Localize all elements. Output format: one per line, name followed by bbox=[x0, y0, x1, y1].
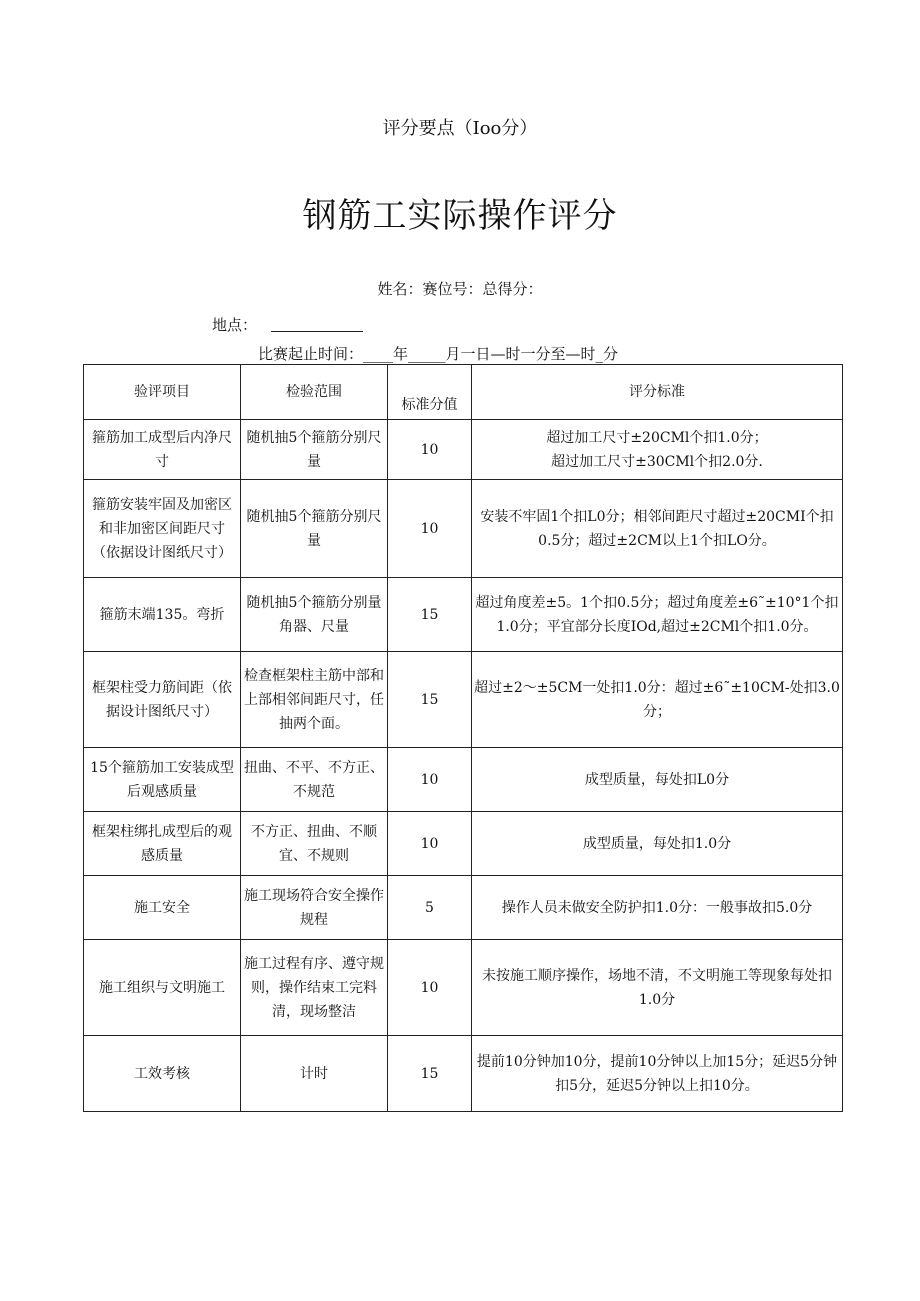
row-item: 工效考核 bbox=[84, 1036, 241, 1112]
row-scope: 随机抽5个箍筋分别尺量 bbox=[241, 480, 388, 578]
row-scope: 随机抽5个箍筋分别量角器、尺量 bbox=[241, 578, 388, 652]
table-row bbox=[84, 940, 843, 1036]
row-score: 5 bbox=[388, 876, 472, 940]
column-header-scope: 检验范围 bbox=[241, 365, 388, 420]
row-score: 10 bbox=[388, 420, 472, 480]
page-subtitle: 评分要点（Ioo分） bbox=[382, 118, 538, 139]
row-criteria: 提前10分钟加10分，提前10分钟以上加15分；延迟5分钟扣5分，延迟5分钟以上扣10分。 bbox=[472, 1036, 843, 1112]
row-item: 箍筋末端135。弯折 bbox=[84, 578, 241, 652]
row-criteria: 成型质量，每处扣1.0分 bbox=[472, 812, 843, 876]
table-row bbox=[84, 812, 843, 876]
row-item: 施工组织与文明施工 bbox=[84, 940, 241, 1036]
row-criteria: 超过角度差±5。1个扣0.5分；超过角度差±6˜±10°1个扣1.0分；平宜部分长度IOd,超过±2CMl个扣1.0分。 bbox=[472, 578, 843, 652]
row-scope: 不方正、扭曲、不顺宜、不规则 bbox=[241, 812, 388, 876]
row-score: 10 bbox=[388, 940, 472, 1036]
table-row bbox=[84, 876, 843, 940]
row-score: 10 bbox=[388, 748, 472, 812]
row-item: 箍筋安装牢固及加密区和非加密区间距尺寸（依据设计图纸尺寸） bbox=[84, 480, 241, 578]
row-criteria: 成型质量，每处扣L0分 bbox=[472, 748, 843, 812]
row-score: 15 bbox=[388, 578, 472, 652]
row-scope: 扭曲、不平、不方正、不规范 bbox=[241, 748, 388, 812]
row-score: 15 bbox=[388, 652, 472, 748]
table-row bbox=[84, 1036, 843, 1112]
table-row bbox=[84, 420, 843, 480]
table-row bbox=[84, 748, 843, 812]
column-header-score: 标准分值 bbox=[388, 365, 472, 420]
row-score: 10 bbox=[388, 480, 472, 578]
row-item: 15个箍筋加工安装成型后观感质量 bbox=[84, 748, 241, 812]
row-item: 施工安全 bbox=[84, 876, 241, 940]
row-item: 箍筋加工成型后内净尺寸 bbox=[84, 420, 241, 480]
table-row bbox=[84, 578, 843, 652]
row-score: 15 bbox=[388, 1036, 472, 1112]
row-criteria: 超过±2～±5CM一处扣1.0分：超过±6˜±10CM-处扣3.0分； bbox=[472, 652, 843, 748]
column-header-criteria: 评分标准 bbox=[472, 365, 843, 420]
row-scope: 施工现场符合安全操作规程 bbox=[241, 876, 388, 940]
column-header-item: 验评项目 bbox=[84, 365, 241, 420]
row-criteria: 操作人员未做安全防护扣1.0分：一般事故扣5.0分 bbox=[472, 876, 843, 940]
location-label: 地点： bbox=[212, 316, 258, 334]
row-item: 框架柱绑扎成型后的观感质量 bbox=[84, 812, 241, 876]
location-line bbox=[212, 314, 363, 335]
row-criteria: 未按施工顺序操作，场地不清，不文明施工等现象每处扣1.0分 bbox=[472, 940, 843, 1036]
row-score: 10 bbox=[388, 812, 472, 876]
table-header-row bbox=[84, 365, 843, 420]
row-scope: 检查框架柱主筋中部和上部相邻间距尺寸，任抽两个面。 bbox=[241, 652, 388, 748]
competition-time-line: 比赛起止时间：____年_____月一日—时一分至—时_分 bbox=[258, 345, 619, 363]
table-row bbox=[84, 652, 843, 748]
row-scope: 施工过程有序、遵守规则，操作结束工完料清，现场整洁 bbox=[241, 940, 388, 1036]
table-row bbox=[84, 480, 843, 578]
scoring-table bbox=[83, 364, 843, 1112]
location-blank-field bbox=[271, 317, 363, 332]
page-title: 钢筋工实际操作评分 bbox=[302, 196, 618, 236]
row-scope: 随机抽5个箍筋分别尺量 bbox=[241, 420, 388, 480]
contestant-info-line: 姓名：赛位号：总得分： bbox=[377, 280, 543, 298]
row-criteria: 超过加工尺寸±20CMl个扣1.0分； 超过加工尺寸±30CMl个扣2.0分. bbox=[472, 420, 843, 480]
row-criteria: 安装不牢固1个扣L0分；相邻间距尺寸超过±20CMI个扣0.5分；超过±2CM以上1个扣LO分。 bbox=[472, 480, 843, 578]
row-scope: 计时 bbox=[241, 1036, 388, 1112]
row-item: 框架柱受力筋间距（依据设计图纸尺寸） bbox=[84, 652, 241, 748]
